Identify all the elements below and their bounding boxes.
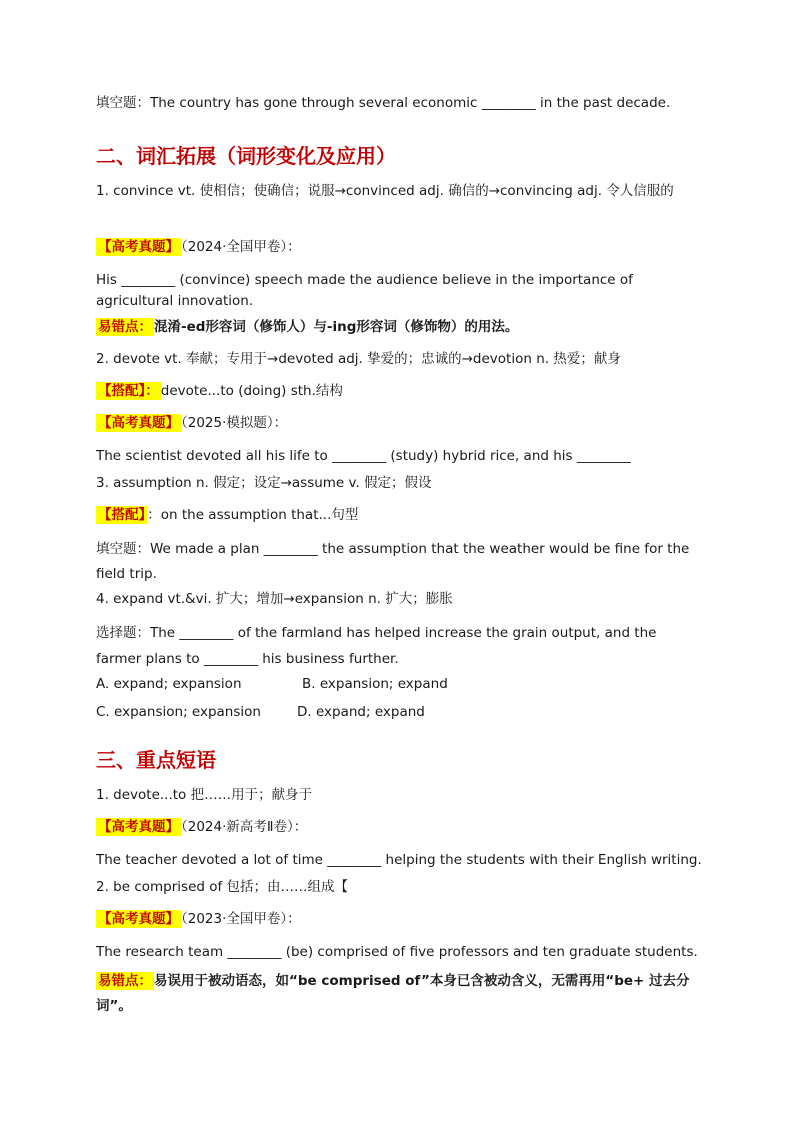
option-c: C. expansion; expansion [96, 704, 261, 720]
collocation-tag: 【搭配】 [98, 507, 146, 523]
collocation-tag: 【搭配】： [98, 383, 159, 399]
option-a: A. expand; expansion [96, 676, 242, 692]
item4-definition: 4. expand vt.&vi. 扩大；增加→expansion n. 扩大；膨胀 [96, 591, 453, 607]
section2-heading: 二、词汇拓展（词形变化及应用） [96, 144, 396, 168]
option-d: D. expand; expand [297, 704, 425, 720]
error-tag: 易错点： [98, 973, 152, 989]
item3-definition: 3. assumption n. 假定；设定→assume v. 假定；假设 [96, 475, 432, 491]
item2-collocation [96, 381, 343, 401]
exam-source: （2025·模拟题）： [181, 415, 288, 431]
phrase2-exam [96, 909, 301, 929]
item1-definition: 1. convince vt. 使相信；使确信；说服→convinced adj. 确信的→convincing adj. 令人信服的 [96, 183, 674, 199]
collocation-text: ：on the assumption that...句型 [147, 507, 359, 523]
exam-tag: 【高考真题】 [98, 819, 179, 835]
phrase1-exam [96, 817, 307, 837]
exam-tag: 【高考真题】 [98, 239, 179, 255]
error-text: 易误用于被动语态，如“be comprised of”本身已含被动含义，无需再用“be+ 过去分词”。 [96, 973, 690, 1014]
exam-tag: 【高考真题】 [98, 911, 179, 927]
error-text: 混淆-ed形容词（修饰人）与-ing形容词（修饰物）的用法。 [154, 319, 519, 335]
phrase2-exam-sentence: The research team ________ (be) comprised of five professors and ten graduate students. [96, 944, 698, 960]
exam-source: （2024·全国甲卷）： [181, 239, 301, 255]
intro-exercise: 填空题：The country has gone through several economic ________ in the past decade. [96, 95, 671, 111]
item1-error [96, 317, 518, 337]
item2-definition: 2. devote vt. 奉献；专用于→devoted adj. 挚爱的；忠诚的→devotion n. 热爱；献身 [96, 351, 621, 367]
exam-tag: 【高考真题】 [98, 415, 179, 431]
item2-exam [96, 413, 287, 433]
phrase2-definition: 2. be comprised of 包括；由……组成【 [96, 879, 349, 895]
item1-exam [96, 237, 301, 257]
exam-source: （2023·全国甲卷）： [181, 911, 301, 927]
phrase2-error [96, 969, 701, 1019]
item3-exercise: 填空题：We made a plan ________ the assumption that the weather would be fine for the field trip. [96, 541, 690, 582]
item4-exercise: 选择题：The ________ of the farmland has helped increase the grain output, and the farmer plans to ________ his business further. [96, 625, 657, 667]
option-b: B. expansion; expand [302, 676, 448, 692]
phrase1-exam-sentence: The teacher devoted a lot of time ________ helping the students with their English writing. [96, 852, 702, 868]
exam-source: （2024·新高考Ⅱ卷）： [181, 819, 308, 835]
phrase1-definition: 1. devote...to 把……用于；献身于 [96, 787, 313, 803]
item3-collocation [96, 505, 358, 525]
item2-exam-sentence: The scientist devoted all his life to ________ (study) hybrid rice, and his ________ [96, 448, 631, 464]
error-tag: 易错点： [98, 319, 152, 335]
collocation-text: devote...to (doing) sth.结构 [160, 383, 343, 399]
section3-heading: 三、重点短语 [96, 748, 216, 772]
item1-exam-sentence: His ________ (convince) speech made the audience believe in the importance of agricultural innovation. [96, 272, 633, 309]
